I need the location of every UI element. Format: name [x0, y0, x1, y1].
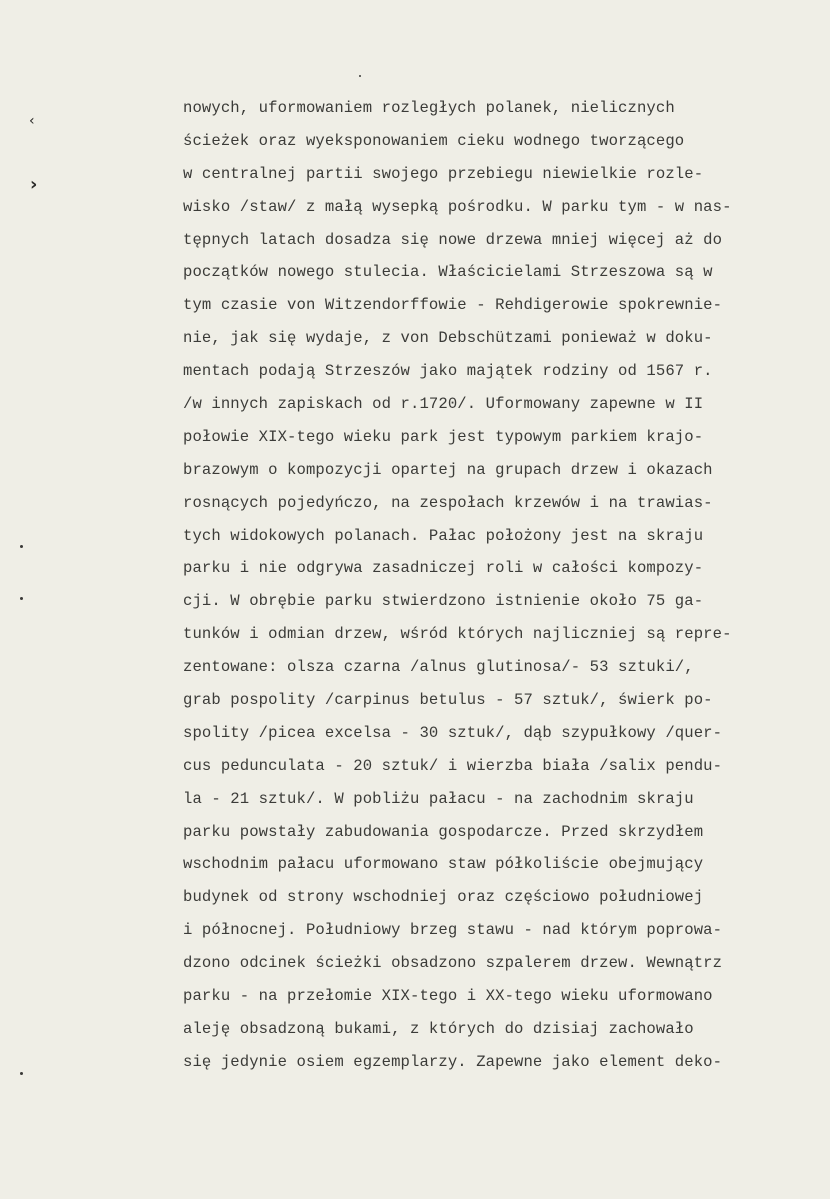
text-line: rosnących pojedyńczo, na zespołach krzewów i na trawias-: [183, 493, 713, 512]
text-line: w centralnej partii swojego przebiegu niewielkie rozle-: [183, 164, 704, 183]
text-line: spolity /picea excelsa - 30 sztuk/, dąb szypułkowy /quer-: [183, 723, 723, 742]
text-line: połowie XIX-tego wieku park jest typowym parkiem krajo-: [183, 427, 704, 446]
text-line: tunków i odmian drzew, wśród których najliczniej są repre-: [183, 625, 732, 644]
text-line: mentach podają Strzeszów jako majątek rodziny od 1567 r.: [183, 362, 713, 381]
text-line: nie, jak się wydaje, z von Debschützami ponieważ w doku-: [183, 329, 713, 348]
body-text: [183, 92, 803, 1079]
text-line: budynek od strony wschodniej oraz częściowo południowej: [183, 888, 704, 907]
text-line: wschodnim pałacu uformowano staw półkoliście obejmujący: [183, 855, 704, 874]
text-line: tępnych latach dosadza się nowe drzewa mniej więcej aż do: [183, 230, 723, 249]
text-line: i północnej. Południowy brzeg stawu - nad którym poprowa-: [183, 921, 723, 940]
text-line: wisko /staw/ z małą wysepką pośrodku. W parku tym - w nas-: [183, 197, 732, 216]
text-line: nowych, uformowaniem rozległych polanek, nielicznych: [183, 99, 675, 117]
margin-dot: [359, 75, 361, 77]
text-line: parku powstały zabudowania gospodarcze. Przed skrzydłem: [183, 822, 704, 841]
margin-dot: [20, 597, 23, 600]
margin-mark-right: ›: [30, 174, 38, 195]
text-line: /w innych zapiskach od r.1720/. Uformowany zapewne w II: [183, 395, 704, 414]
text-line: ścieżek oraz wyeksponowaniem cieku wodnego tworzącego: [183, 131, 685, 150]
text-line: parku i nie odgrywa zasadniczej roli w całości kompozy-: [183, 559, 704, 578]
margin-dot: [20, 1072, 23, 1075]
margin-mark-left: ‹: [29, 113, 35, 129]
text-line: parku - na przełomie XIX-tego i XX-tego wieku uformowano: [183, 987, 713, 1006]
text-line: początków nowego stulecia. Właścicielami Strzeszowa są w: [183, 263, 713, 282]
text-line: cus pedunculata - 20 sztuk/ i wierzba biała /salix pendu-: [183, 756, 723, 775]
text-line: brazowym o kompozycji opartej na grupach drzew i okazach: [183, 460, 713, 479]
margin-dot: [20, 545, 23, 548]
text-line: tym czasie von Witzendorffowie - Rehdigerowie spokrewnie-: [183, 296, 723, 315]
text-line: się jedynie osiem egzemplarzy. Zapewne jako element deko-: [183, 1052, 723, 1071]
text-line: grab pospolity /carpinus betulus - 57 sztuk/, świerk po-: [183, 691, 713, 710]
text-line: la - 21 sztuk/. W pobliżu pałacu - na zachodnim skraju: [183, 789, 694, 808]
text-line: zentowane: olsza czarna /alnus glutinosa/- 53 sztuki/,: [183, 658, 694, 677]
text-line: aleję obsadzoną bukami, z których do dzisiaj zachowało: [183, 1019, 694, 1038]
text-line: dzono odcinek ścieżki obsadzono szpalerem drzew. Wewnątrz: [183, 954, 723, 973]
text-line: cji. W obrębie parku stwierdzono istnienie około 75 ga-: [183, 592, 704, 611]
text-line: tych widokowych polanach. Pałac położony jest na skraju: [183, 526, 704, 545]
